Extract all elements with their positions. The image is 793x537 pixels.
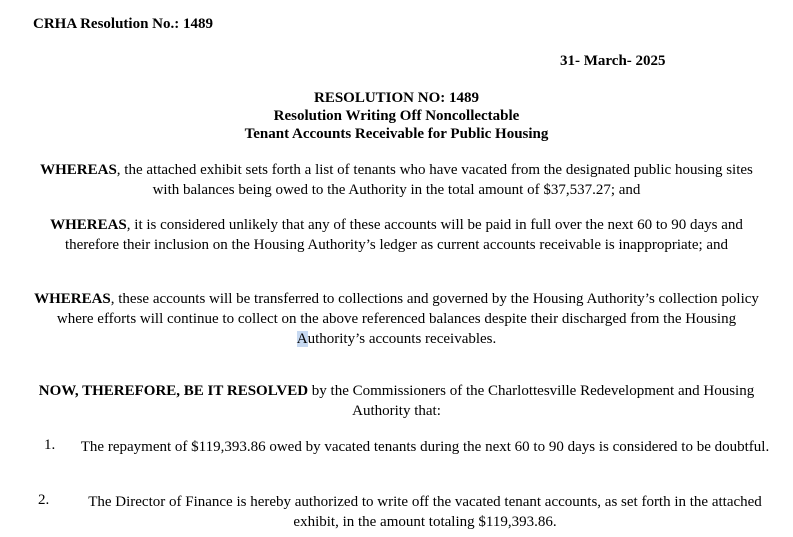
title-line-1: RESOLUTION NO: 1489	[313, 90, 480, 106]
whereas-text-end: uthority’s accounts receivables.	[307, 331, 497, 347]
list-item-number: 2.	[38, 492, 50, 508]
list-item-text: The Director of Finance is hereby authorized to write off the vacated tenant accounts, as set forth in the attached exhibit, in the amount totaling $119,393.86.	[88, 494, 762, 530]
text-selection-highlight[interactable]: A	[296, 331, 308, 347]
whereas-lead: WHEREAS	[40, 162, 117, 178]
whereas-lead: WHEREAS	[50, 217, 127, 233]
whereas-lead: WHEREAS	[34, 291, 111, 307]
whereas-text: , it is considered unlikely that any of these accounts will be paid in full over the next 60 to 90 days and therefore their inclusion on the Housing Authority’s ledger as current accounts receivable is inappropriate; and	[64, 217, 743, 253]
list-item-text: The repayment of $119,393.86 owed by vacated tenants during the next 60 to 90 days is considered to be doubtful.	[80, 439, 770, 455]
whereas-paragraph-3	[30, 289, 763, 349]
resolved-lead: NOW, THEREFORE, BE IT RESOLVED	[38, 383, 309, 399]
whereas-text: , these accounts will be transferred to collections and governed by the Housing Authority’s collection policy where efforts will continue to collect on the above referenced balances despite their discharged from the Housing	[56, 291, 759, 327]
list-item-number: 1.	[44, 437, 56, 453]
resolution-reference: CRHA Resolution No.: 1489	[33, 16, 214, 32]
resolution-title	[0, 89, 793, 143]
whereas-text: , the attached exhibit sets forth a list of tenants who have vacated from the designated public housing sites with balances being owed to the Authority in the total amount of $37,537.27; and	[116, 162, 753, 198]
whereas-paragraph-2	[30, 215, 763, 255]
resolved-paragraph	[30, 381, 763, 421]
title-line-2: Resolution Writing Off Noncollectable	[273, 108, 520, 124]
title-line-3: Tenant Accounts Receivable for Public Housing	[244, 126, 549, 142]
resolution-date: 31- March- 2025	[560, 53, 666, 69]
resolved-text: by the Commissioners of the Charlottesville Redevelopment and Housing Authority that:	[308, 383, 755, 419]
whereas-paragraph-1	[30, 160, 763, 200]
